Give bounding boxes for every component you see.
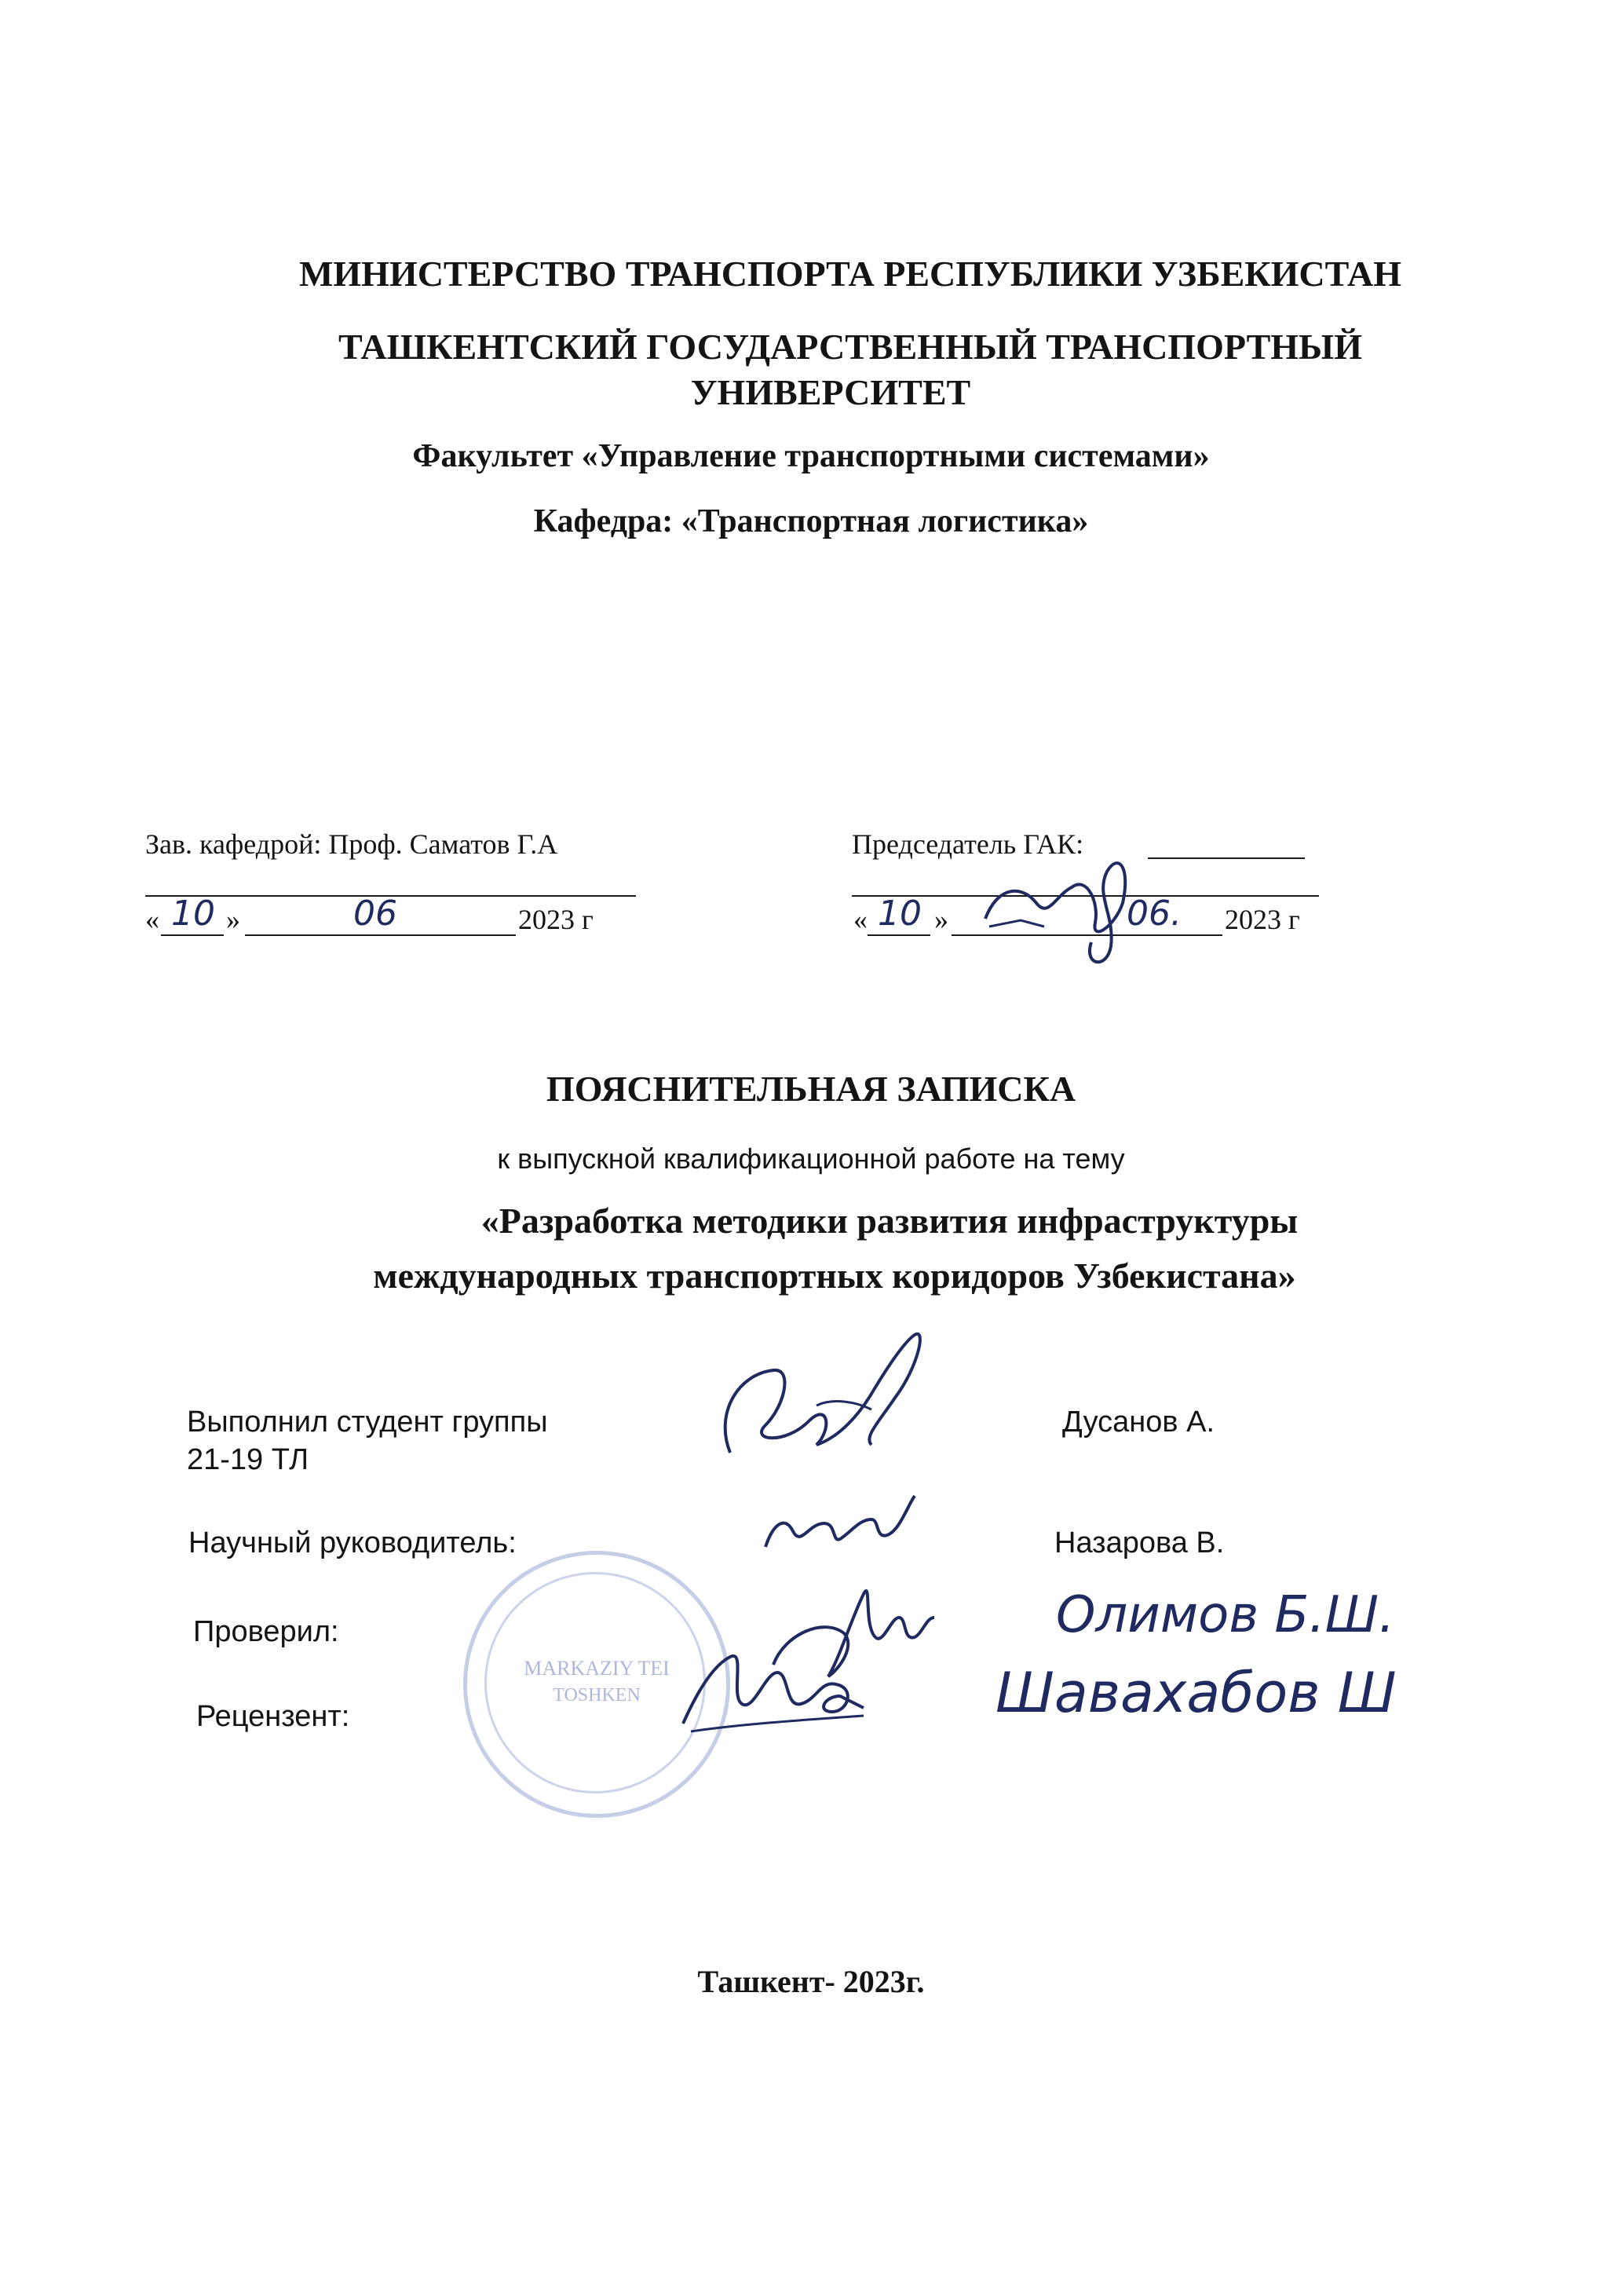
performed-label-line1: Выполнил студент группы: [187, 1406, 548, 1439]
reviewer-signature: [683, 1656, 864, 1724]
stamp-text-line1: MARKAZIY TEI: [524, 1657, 670, 1680]
supervisor-name: Назарова В.: [1054, 1526, 1225, 1559]
approval-right-open-quote: «: [853, 904, 868, 935]
approval-left-open-quote: «: [145, 904, 159, 935]
approval-right-year: 2023 г: [1225, 904, 1300, 935]
chairman-signature: [985, 863, 1125, 962]
checked-name: Олимов Б.Ш.: [1056, 1586, 1395, 1644]
stamp-text-line2: TOSHKEN: [553, 1685, 641, 1706]
department-heading: Кафедра: «Транспортная логистика»: [533, 503, 1089, 539]
theme-line1: «Разработка методики развития инфраструктуры: [480, 1201, 1299, 1241]
performed-label-line2: 21-19 ТЛ: [187, 1443, 309, 1476]
checker-signature: [773, 1591, 934, 1676]
supervisor-label: Научный руководитель:: [188, 1526, 517, 1559]
student-signature: [725, 1334, 920, 1453]
checked-label: Проверил:: [193, 1615, 339, 1648]
document-subtitle: к выпускной квалификационной работе на тему: [497, 1143, 1125, 1175]
theme-line2: международных транспортных коридоров Узбекистана»: [373, 1256, 1296, 1296]
approval-left-day: 10: [171, 894, 215, 934]
reviewer-label: Рецензент:: [196, 1700, 350, 1733]
document-title: ПОЯСНИТЕЛЬНАЯ ЗАПИСКА: [546, 1069, 1076, 1109]
ministry-heading: МИНИСТЕРСТВО ТРАНСПОРТА РЕСПУБЛИКИ УЗБЕКИСТАН: [298, 254, 1402, 294]
faculty-heading: Факультет «Управление транспортными системами»: [412, 438, 1210, 474]
approval-right-day: 10: [878, 894, 922, 934]
approval-right-close-quote: »: [934, 904, 948, 935]
approval-left-year: 2023 г: [518, 904, 594, 935]
supervisor-signature: [765, 1496, 915, 1547]
performed-name: Дусанов А.: [1062, 1406, 1215, 1439]
reviewer-name: Шавахабов Ш: [995, 1661, 1397, 1725]
approval-left-close-quote: »: [226, 904, 240, 935]
approval-left-label: Зав. кафедрой: Проф. Саматов Г.А: [145, 828, 558, 860]
city-year: Ташкент- 2023г.: [697, 1964, 925, 1999]
approval-right-month: 06.: [1127, 894, 1182, 934]
approval-right-label: Председатель ГАК:: [852, 828, 1084, 860]
approval-left-month: 06: [353, 894, 397, 934]
university-heading-line1: ТАШКЕНТСКИЙ ГОСУДАРСТВЕННЫЙ ТРАНСПОРТНЫЙ: [338, 327, 1362, 367]
university-heading-line2: УНИВЕРСИТЕТ: [690, 372, 971, 412]
